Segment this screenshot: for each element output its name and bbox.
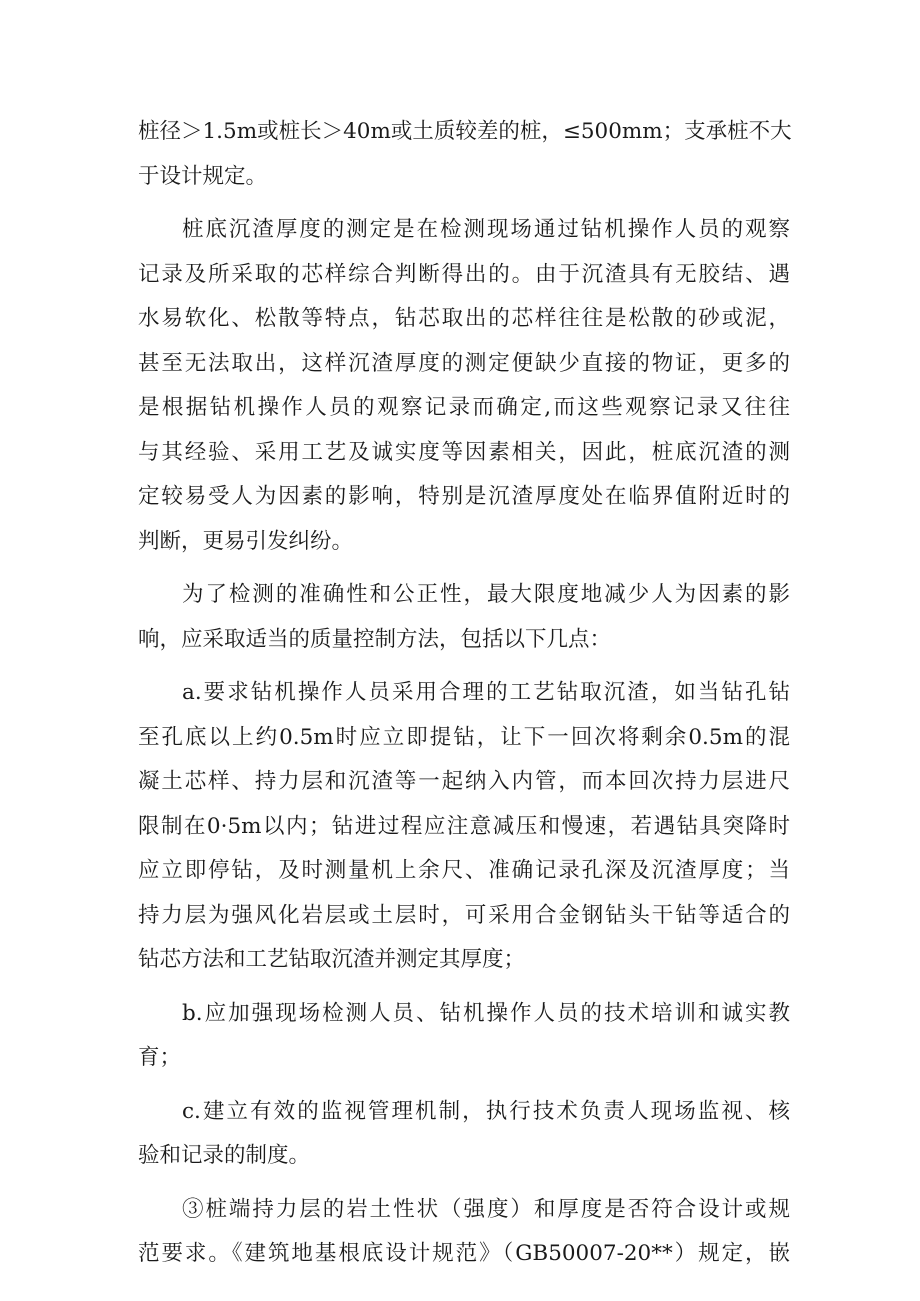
text-line: b.应加强现场检测人员、钻机操作人员的技术培训和诚实教 [182,1000,790,1026]
text-line: c.建立有效的监视管理机制，执行技术负责人现场监视、核 [182,1098,790,1124]
text-line: a.要求钻机操作人员采用合理的工艺钻取沉渣，如当钻孔钻 [182,680,790,705]
text-line: ③桩端持力层的岩土性状（强度）和厚度是否符合设计或规 [182,1196,790,1222]
paragraph-pile-diameter [138,110,790,199]
text-line: 与其经验、采用工艺及诚实度等因素相关，因此，桩底沉渣的测 [138,439,790,465]
paragraph-quality-control [138,573,790,662]
list-item-c [138,1090,790,1179]
text-line: 是根据钻机操作人员的观察记录而确定,而这些观察记录又往往 [138,395,790,420]
body-text [138,110,790,1277]
text-line: 为了检测的准确性和公正性，最大限度地减少人为因素的影 [182,582,790,607]
text-line: 桩底沉渣厚度的测定是在检测现场通过钻机操作人员的观察 [182,217,790,242]
text-line: 响，应采取适当的质量控制方法，包括以下几点： [138,626,612,652]
text-line: 育； [138,1045,182,1070]
text-line: 验和记录的制度。 [138,1143,311,1168]
text-line: 甚至无法取出，这样沉渣厚度的测定便缺少直接的物证，更多的 [138,350,790,376]
text-line: 判断，更易引发纠纷。 [138,528,354,554]
list-item-b [138,992,790,1081]
text-line: 定较易受人为因素的影响，特别是沉渣厚度处在临界值附近时的 [138,484,790,509]
paragraph-bearing-layer [138,1188,790,1277]
text-line: 钻芯方法和工艺钻取沉渣并测定其厚度； [138,947,526,972]
text-line: 应立即停钻，及时测量机上余尺、准确记录孔深及沉渣厚度；当 [138,858,790,883]
text-line: 持力层为强风化岩层或土层时，可采用合金钢钻头干钻等适合的 [138,902,790,928]
text-line: 水易软化、松散等特点，钻芯取出的芯样往往是松散的砂或泥， [138,306,790,331]
text-line: 限制在0·5m以内；钻进过程应注意减压和慢速，若遇钻具突降时 [138,813,790,839]
text-line: 于设计规定。 [138,163,268,189]
list-item-a [138,671,790,983]
text-line: 至孔底以上约0.5m时应立即提钻，让下一回次将剩余0.5m的混 [138,724,790,750]
text-line: 凝土芯样、持力层和沉渣等一起纳入内管，而本回次持力层进尺 [138,769,790,794]
text-line: 记录及所采取的芯样综合判断得出的。由于沉渣具有无胶结、遇 [138,261,790,287]
text-line: 范要求。《建筑地基根底设计规范》（GB50007-20**）规定，嵌 [138,1241,790,1266]
paragraph-sediment-measurement [138,208,790,564]
text-line: 桩径＞1.5m或桩长＞40m或土质较差的桩，≤500mm；支承桩不大 [138,119,792,144]
